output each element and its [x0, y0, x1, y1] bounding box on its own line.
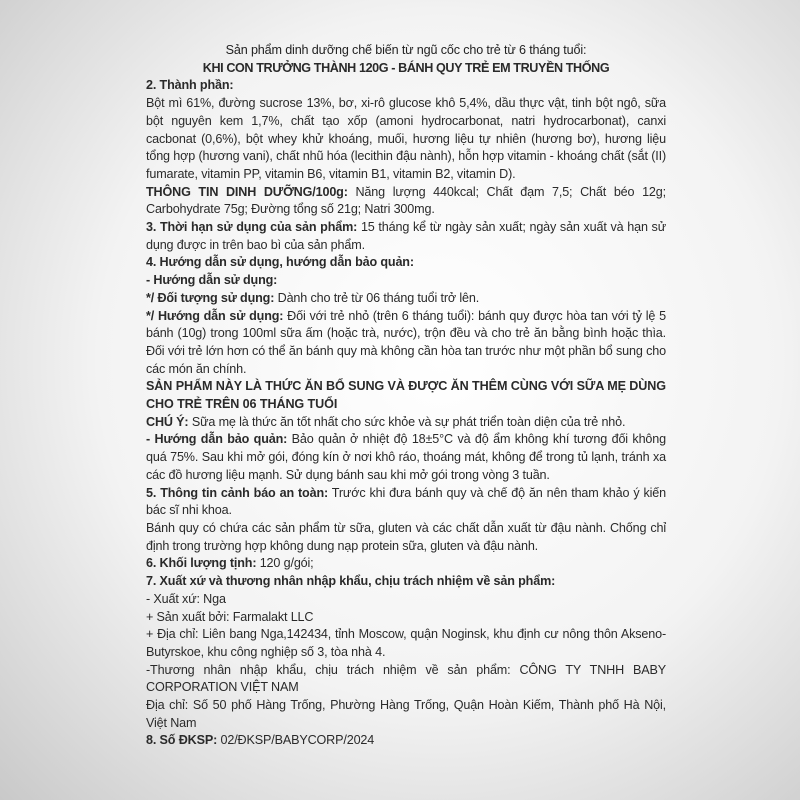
target-user [146, 290, 666, 308]
shelf-life [146, 219, 666, 254]
target-text: Dành cho trẻ từ 06 tháng tuổi trở lên. [274, 290, 480, 305]
storage-label: - Hướng dẫn bảo quản: [146, 432, 288, 447]
shelf-life-text: 15 tháng kể từ ngày sản xuất; ngày sản xuất và hạn sử dụng được in trên bao bì của sản phẩm. [146, 220, 666, 252]
manufacturer: + Sản xuất bởi: Farmalakt LLC [146, 609, 314, 624]
importer: -Thương nhân nhập khẩu, chịu trách nhiệm về sản phẩm: CÔNG TY TNHH BABY CORPORATION VIỆT NAM [146, 662, 666, 695]
weight-text: 120 g/gói; [256, 556, 314, 571]
safety-warning [146, 485, 666, 520]
ingredients-text: Bột mì 61%, đường sucrose 13%, bơ, xi-rô glucose khô 5,4%, dầu thực vật, tinh bột ngô, sữa bột nguyên kem 1,7%, chất tạo xốp (amoni hydrocarbonat, natri hydrocarbonat), canxi cacbonat (0,6%), bột whey khử khoáng, muối, hương liệu tự nhiên (hương bơ), hương liệu tổng hợp (hương vani), chất nhũ hóa (lecithin đậu nành), hỗn hợp vitamin - khoáng chất (sắt (II) fumarate, vitamin PP, vitamin B6, vitamin B1, vitamin B2, vitamin D). [146, 96, 666, 181]
target-label: */ Đối tượng sử dụng: [146, 290, 275, 305]
registration-text: 02/ĐKSP/BABYCORP/2024 [217, 733, 375, 748]
guide-text: Đối với trẻ nhỏ (trên 6 tháng tuổi): bánh quy được hòa tan với tỷ lệ 5 bánh (10g) trong 100ml sữa ấm (hoặc trà, nước), trộn đều và cho trẻ ăn bằng bình hoặc thìa. Đối với trẻ lớn hơn có thể ăn bánh quy mà không cần hòa tan trước như một phần bổ sung cho các món ăn chính. [146, 308, 666, 376]
registration-number [146, 732, 666, 750]
caution-label: CHÚ Ý: [146, 414, 189, 429]
manufacturer-address: + Địa chỉ: Liên bang Nga,142434, tỉnh Moscow, quận Noginsk, khu định cư nông thôn Akseno-Butyrskoe, khu công nghiệp số 3, tòa nhà 4. [146, 627, 666, 659]
safety-heading: 5. Thông tin cảnh báo an toàn: [146, 485, 329, 500]
product-title: KHI CON TRƯỞNG THÀNH 120G - BÁNH QUY TRẺ EM TRUYỀN THỐNG [202, 60, 610, 75]
shelf-life-heading: 3. Thời hạn sử dụng của sản phẩm: [146, 220, 358, 235]
usage-heading: 4. Hướng dẫn sử dụng, hướng dẫn bảo quản: [146, 255, 414, 270]
usage-guide [146, 308, 666, 379]
safety-text: Trước khi đưa bánh quy và chế độ ăn nên tham khảo ý kiến bác sĩ nhi khoa. [146, 485, 666, 518]
registration-heading: 8. Số ĐKSP: [146, 733, 218, 748]
importer-address: Địa chỉ: Số 50 phố Hàng Trống, Phường Hàng Trống, Quận Hoàn Kiếm, Thành phố Hà Nội, Việt Nam [146, 698, 666, 730]
weight-heading: 6. Khối lượng tịnh: [146, 556, 257, 571]
ingredients-heading: 2. Thành phần: [146, 78, 234, 93]
product-label [146, 42, 666, 750]
net-weight [146, 555, 666, 573]
nutrition-info [146, 184, 666, 219]
storage-guide [146, 431, 666, 484]
storage-text: Bảo quản ở nhiệt độ 18±5°C và độ ẩm không khí tương đối không quá 75%. Sau khi mở gói, đóng kín ở nơi khô ráo, thoáng mát, không để trong tủ lạnh, tránh xa các đồ hương liệu mạnh. Sử dụng bánh sau khi mở gói trong vòng 3 tuần. [146, 432, 666, 482]
nutrition-heading: THÔNG TIN DINH DƯỠNG/100g: [146, 184, 348, 199]
origin-heading: 7. Xuất xứ và thương nhân nhập khẩu, chịu trách nhiệm về sản phẩm: [146, 574, 556, 589]
usage-sub-heading: - Hướng dẫn sử dụng: [146, 273, 278, 288]
supplement-notice: SẢN PHẨM NÀY LÀ THỨC ĂN BỔ SUNG VÀ ĐƯỢC ĂN THÊM CÙNG VỚI SỮA MẸ DÙNG CHO TRẺ TRÊN 06 THÁNG TUỔI [146, 379, 666, 412]
origin-country: - Xuất xứ: Nga [146, 591, 226, 606]
allergen-text: Bánh quy có chứa các sản phẩm từ sữa, gluten và các chất dẫn xuất từ đậu nành. Chống chỉ định trong trường hợp không dung nạp protein sữa, gluten và đậu nành. [146, 520, 666, 553]
guide-label: */ Hướng dẫn sử dụng: [146, 308, 284, 323]
nutrition-text: Năng lượng 440kcal; Chất đạm 7,5; Chất béo 12g; Carbohydrate 75g; Đường tổng số 21g; Natri 300mg. [146, 184, 666, 217]
label-header [146, 42, 666, 77]
caution-text: Sữa mẹ là thức ăn tốt nhất cho sức khỏe và sự phát triển toàn diện của trẻ nhỏ. [188, 414, 626, 429]
product-subtitle: Sản phẩm dinh dưỡng chế biến từ ngũ cốc cho trẻ từ 6 tháng tuổi: [225, 43, 587, 57]
caution [146, 414, 666, 432]
